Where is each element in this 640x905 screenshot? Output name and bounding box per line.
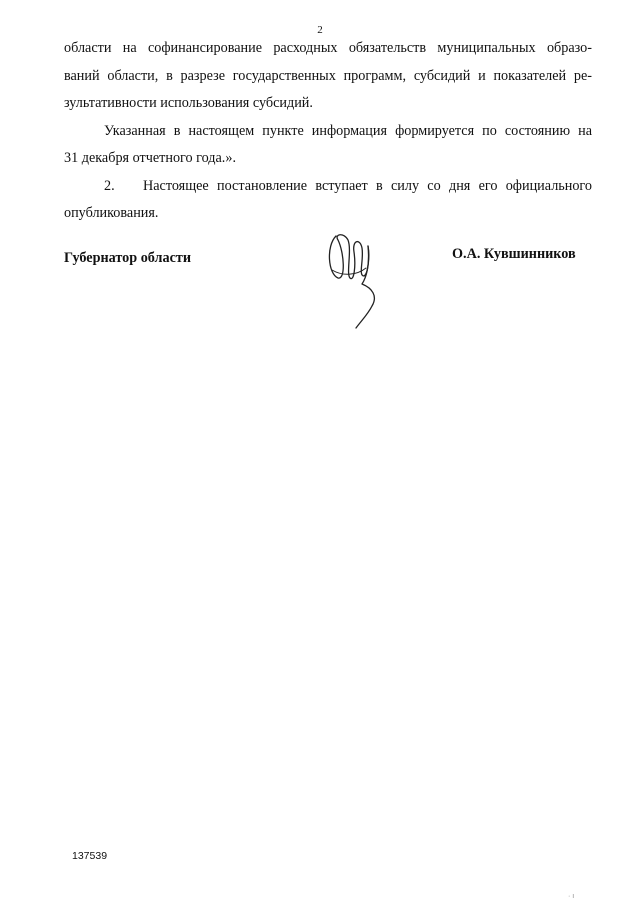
handwritten-signature: [322, 226, 380, 330]
paragraph-line: опубликования.: [64, 205, 159, 221]
paragraph-line: Указанная в настоящем пункте информация формируется по состоянию на: [104, 123, 592, 139]
corner-marks: · ı: [568, 893, 575, 900]
paragraph-line: зультативности использования субсидий.: [64, 95, 313, 111]
document-code: 137539: [72, 850, 108, 862]
item-number: 2.: [104, 178, 115, 194]
page-number: 2: [317, 24, 323, 36]
signatory-position: Губернатор области: [64, 250, 192, 266]
paragraph-line: 31 декабря отчетного года.».: [64, 150, 236, 166]
signatory-name: О.А. Кувшинников: [452, 246, 576, 262]
paragraph-line: Настоящее постановление вступает в силу со дня его официального: [143, 178, 592, 194]
paragraph-line: области на софинансирование расходных обязательств муниципальных образо-: [64, 40, 592, 56]
paragraph-line: ваний области, в разрезе государственных программ, субсидий и показателей ре-: [64, 68, 592, 84]
